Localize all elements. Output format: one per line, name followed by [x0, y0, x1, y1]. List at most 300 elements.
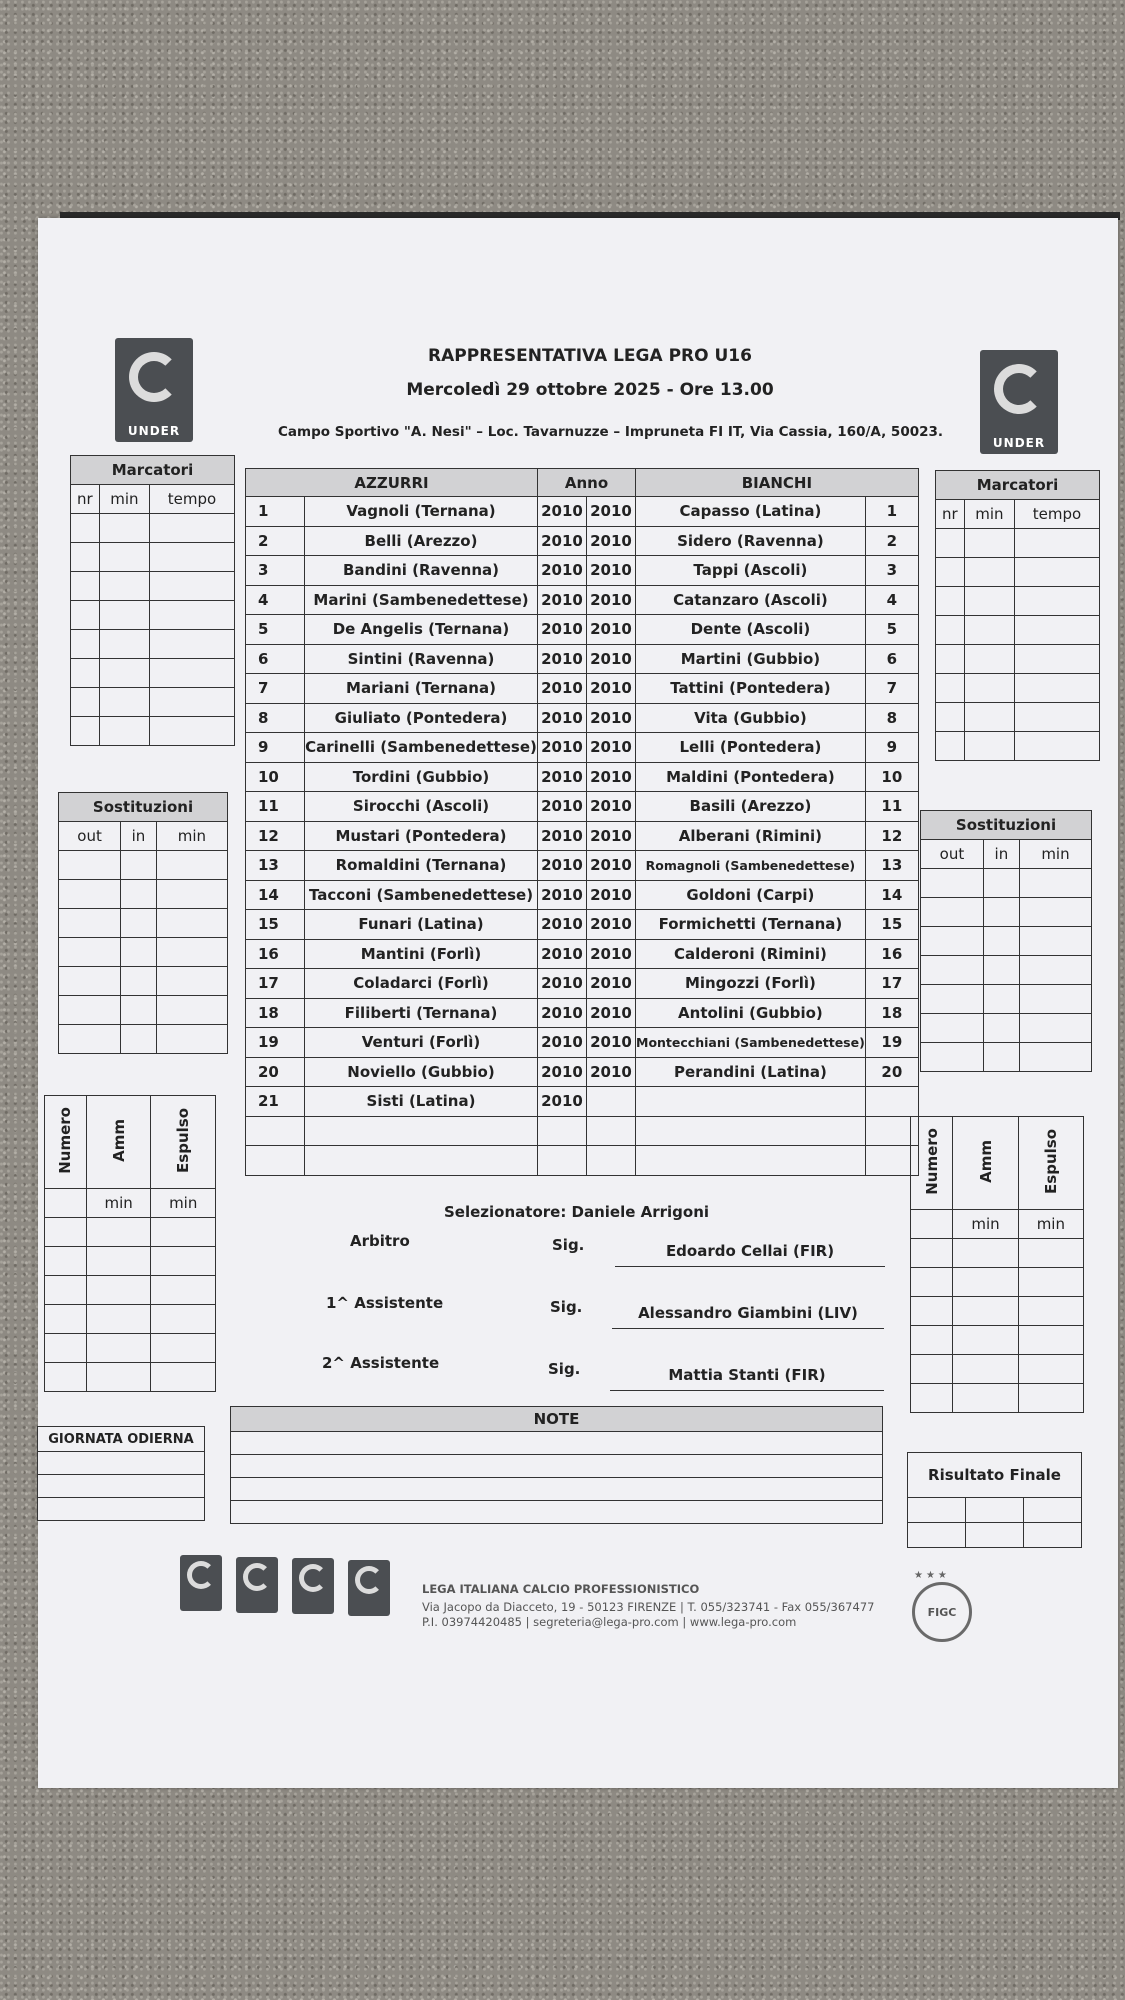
bianchi-number: 15	[865, 910, 918, 940]
bianchi-player: Tappi (Ascoli)	[636, 556, 866, 586]
blank-cell[interactable]	[1015, 529, 1100, 558]
bianchi-year: 2010	[587, 821, 636, 851]
blank-cell[interactable]	[1018, 1326, 1083, 1355]
blank-cell[interactable]	[1015, 732, 1100, 761]
blank-cell[interactable]	[71, 717, 100, 746]
risultato-cell[interactable]	[1023, 1523, 1081, 1548]
azzurri-player: Sisti (Latina)	[305, 1087, 538, 1117]
azzurri-player: Tacconi (Sambenedettese)	[305, 880, 538, 910]
blank-cell[interactable]	[936, 674, 965, 703]
blank-cell[interactable]	[151, 1247, 216, 1276]
blank-cell[interactable]	[964, 529, 1014, 558]
blank-cell[interactable]	[983, 1043, 1019, 1072]
blank-cell[interactable]	[156, 967, 227, 996]
blank-cell[interactable]	[911, 1268, 953, 1297]
bianchi-number: 20	[865, 1057, 918, 1087]
blank-cell[interactable]	[921, 869, 984, 898]
roster-row	[246, 1116, 919, 1146]
blank-cell[interactable]	[59, 1025, 121, 1054]
roster-table	[245, 468, 919, 1176]
blank-cell[interactable]	[71, 514, 100, 543]
bianchi-year	[587, 1087, 636, 1117]
blank-cell[interactable]	[150, 601, 235, 630]
blank-cell[interactable]	[86, 1305, 151, 1334]
blank-cell[interactable]	[1015, 558, 1100, 587]
azzurri-player: Noviello (Gubbio)	[305, 1057, 538, 1087]
bianchi-number: 16	[865, 939, 918, 969]
match-date: Mercoledì 29 ottobre 2025 - Ore 13.00	[406, 380, 774, 400]
azzurri-player	[305, 1116, 538, 1146]
blank-cell[interactable]	[86, 1247, 151, 1276]
tempo-header: tempo	[1015, 500, 1100, 529]
blank-cell[interactable]	[99, 572, 149, 601]
amm-min-header: min	[953, 1210, 1018, 1239]
blank-cell[interactable]	[151, 1218, 216, 1247]
azzurri-year: 2010	[538, 703, 587, 733]
blank-cell[interactable]	[121, 1025, 157, 1054]
blank-cell[interactable]	[1015, 703, 1100, 732]
azzurri-number	[246, 1146, 305, 1176]
ass2-sig: Sig.	[548, 1360, 581, 1378]
blank-cell[interactable]	[45, 1218, 87, 1247]
blank-cell[interactable]	[983, 927, 1019, 956]
roster-row	[246, 526, 919, 556]
blank-cell[interactable]	[1015, 674, 1100, 703]
bianchi-year: 2010	[587, 526, 636, 556]
col-anno: Anno	[538, 469, 636, 497]
bianchi-player: Tattini (Pontedera)	[636, 674, 866, 704]
blank-cell[interactable]	[911, 1384, 953, 1413]
arbitro-name: Edoardo Cellai (FIR)	[665, 1242, 835, 1260]
bianchi-player: Vita (Gubbio)	[636, 703, 866, 733]
roster-row	[246, 497, 919, 527]
blank-cell[interactable]	[59, 967, 121, 996]
azzurri-player: Tordini (Gubbio)	[305, 762, 538, 792]
arbitro-label: Arbitro	[350, 1232, 410, 1250]
blank-cell[interactable]	[99, 543, 149, 572]
azzurri-year: 2010	[538, 733, 587, 763]
blank-cell[interactable]	[1018, 1297, 1083, 1326]
bianchi-player: Martini (Gubbio)	[636, 644, 866, 674]
blank-cell[interactable]	[953, 1239, 1018, 1268]
bianchi-year: 2010	[587, 674, 636, 704]
blank-cell[interactable]	[156, 996, 227, 1025]
blank-cell[interactable]	[121, 909, 157, 938]
blank-cell[interactable]	[921, 927, 984, 956]
blank-cell[interactable]	[99, 659, 149, 688]
blank-cell[interactable]	[150, 514, 235, 543]
azzurri-number: 19	[246, 1028, 305, 1058]
sostituzioni-right	[920, 810, 1092, 1072]
blank-cell[interactable]	[1019, 869, 1091, 898]
blank-cell[interactable]	[911, 1355, 953, 1384]
col-azzurri: AZZURRI	[246, 469, 538, 497]
roster-row	[246, 615, 919, 645]
azzurri-number: 18	[246, 998, 305, 1028]
blank-cell[interactable]	[1019, 956, 1091, 985]
bianchi-player	[636, 1087, 866, 1117]
blank-cell[interactable]	[99, 514, 149, 543]
blank-cell[interactable]	[911, 1297, 953, 1326]
arbitro-sig: Sig.	[552, 1236, 585, 1254]
blank-cell[interactable]	[921, 1014, 984, 1043]
blank-cell[interactable]	[964, 645, 1014, 674]
giornata-header: GIORNATA ODIERNA	[38, 1427, 205, 1452]
bianchi-year: 2010	[587, 851, 636, 881]
blank-cell[interactable]	[86, 1276, 151, 1305]
bianchi-number: 14	[865, 880, 918, 910]
blank-cell[interactable]	[71, 688, 100, 717]
blank-cell[interactable]	[71, 543, 100, 572]
blank-cell[interactable]	[99, 601, 149, 630]
roster-row	[246, 969, 919, 999]
ass1-sig: Sig.	[550, 1298, 583, 1316]
azzurri-year: 2010	[538, 1028, 587, 1058]
giornata-line[interactable]	[38, 1452, 205, 1475]
blank-cell[interactable]	[59, 851, 121, 880]
note-header: NOTE	[231, 1407, 883, 1432]
blank-cell[interactable]	[59, 938, 121, 967]
roster-row	[246, 1146, 919, 1176]
blank-cell[interactable]	[964, 703, 1014, 732]
blank-cell[interactable]	[99, 717, 149, 746]
marcatori-header: Marcatori	[936, 471, 1100, 500]
blank-cell[interactable]	[121, 880, 157, 909]
bianchi-year: 2010	[587, 733, 636, 763]
blank-cell[interactable]	[921, 1043, 984, 1072]
serie-c-logo	[180, 1555, 222, 1611]
azzurri-number: 21	[246, 1087, 305, 1117]
bianchi-player: Goldoni (Carpi)	[636, 880, 866, 910]
blank-cell[interactable]	[921, 898, 984, 927]
azzurri-player: Mariani (Ternana)	[305, 674, 538, 704]
blank-cell[interactable]	[121, 967, 157, 996]
blank-cell[interactable]	[86, 1218, 151, 1247]
note-line[interactable]	[231, 1455, 883, 1478]
bianchi-number: 1	[865, 497, 918, 527]
ass1-name: Alessandro Giambini (LIV)	[638, 1304, 858, 1322]
azzurri-number: 5	[246, 615, 305, 645]
azzurri-player: Coladarci (Forlì)	[305, 969, 538, 999]
bianchi-year: 2010	[587, 939, 636, 969]
blank-cell[interactable]	[59, 909, 121, 938]
blank-cell[interactable]	[86, 1334, 151, 1363]
footer-org: LEGA ITALIANA CALCIO PROFESSIONISTICO	[422, 1582, 700, 1596]
bianchi-number: 10	[865, 762, 918, 792]
blank-cell[interactable]	[156, 880, 227, 909]
bianchi-year: 2010	[587, 969, 636, 999]
bianchi-year: 2010	[587, 556, 636, 586]
supercoppa-logo	[292, 1558, 334, 1614]
bianchi-year: 2010	[587, 644, 636, 674]
azzurri-year: 2010	[538, 792, 587, 822]
blank-cell[interactable]	[1019, 898, 1091, 927]
azzurri-number: 3	[246, 556, 305, 586]
bianchi-year	[587, 1116, 636, 1146]
blank-cell[interactable]	[1015, 587, 1100, 616]
blank-cell[interactable]	[936, 732, 965, 761]
blank-cell[interactable]	[1018, 1384, 1083, 1413]
selezionatore: Selezionatore: Daniele Arrigoni	[444, 1203, 710, 1221]
risultato-cell[interactable]	[908, 1523, 966, 1548]
espulso-header: Espulso	[151, 1096, 216, 1189]
blank-cell[interactable]	[953, 1268, 1018, 1297]
azzurri-player: Marini (Sambenedettese)	[305, 585, 538, 615]
blank-cell[interactable]	[983, 956, 1019, 985]
blank-cell[interactable]	[45, 1276, 87, 1305]
roster-row	[246, 910, 919, 940]
bianchi-player: Montecchiani (Sambenedettese)	[636, 1028, 866, 1058]
blank-cell[interactable]	[911, 1239, 953, 1268]
blank-cell[interactable]	[921, 956, 984, 985]
bianchi-number: 11	[865, 792, 918, 822]
bianchi-year: 2010	[587, 1028, 636, 1058]
c-logo-icon	[129, 352, 179, 402]
bianchi-number: 17	[865, 969, 918, 999]
azzurri-player: Belli (Arezzo)	[305, 526, 538, 556]
in-header: in	[121, 822, 157, 851]
blank-cell[interactable]	[150, 543, 235, 572]
blank-cell[interactable]	[936, 587, 965, 616]
espulso-header: Espulso	[1018, 1117, 1083, 1210]
in-header: in	[983, 840, 1019, 869]
ass2-name: Mattia Stanti (FIR)	[668, 1366, 826, 1384]
azzurri-number	[246, 1116, 305, 1146]
bianchi-year: 2010	[587, 762, 636, 792]
roster-row	[246, 939, 919, 969]
blank-cell[interactable]	[1018, 1268, 1083, 1297]
azzurri-player: Giuliato (Pontedera)	[305, 703, 538, 733]
blank-cell[interactable]	[983, 985, 1019, 1014]
bianchi-year	[587, 1146, 636, 1176]
risultato-finale	[907, 1452, 1082, 1548]
col-bianchi: BIANCHI	[636, 469, 919, 497]
bianchi-number: 2	[865, 526, 918, 556]
blank-cell[interactable]	[151, 1363, 216, 1392]
c-logo-icon	[994, 364, 1044, 414]
giornata-line[interactable]	[38, 1475, 205, 1498]
blank-cell[interactable]	[150, 717, 235, 746]
blank-cell[interactable]	[936, 645, 965, 674]
bianchi-year: 2010	[587, 998, 636, 1028]
ass2-line	[610, 1390, 884, 1391]
blank-cell[interactable]	[983, 869, 1019, 898]
blank-cell[interactable]	[983, 898, 1019, 927]
blank-cell[interactable]	[1019, 1043, 1091, 1072]
stars-icon: ★★★	[914, 1570, 950, 1581]
azzurri-number: 8	[246, 703, 305, 733]
blank-cell[interactable]	[1015, 616, 1100, 645]
blank-cell[interactable]	[953, 1297, 1018, 1326]
azzurri-number: 13	[246, 851, 305, 881]
lega-pro-logo-left	[115, 338, 193, 442]
blank-cell[interactable]	[151, 1334, 216, 1363]
blank-cell[interactable]	[964, 587, 1014, 616]
blank-cell[interactable]	[1019, 927, 1091, 956]
note-line[interactable]	[231, 1501, 883, 1524]
azzurri-player: Romaldini (Ternana)	[305, 851, 538, 881]
blank-cell[interactable]	[71, 572, 100, 601]
blank-cell[interactable]	[150, 630, 235, 659]
ass2-label: 2^ Assistente	[322, 1354, 440, 1372]
blank-cell[interactable]	[911, 1326, 953, 1355]
azzurri-number: 2	[246, 526, 305, 556]
blank-cell[interactable]	[45, 1247, 87, 1276]
blank-cell[interactable]	[150, 572, 235, 601]
bianchi-year: 2010	[587, 880, 636, 910]
espulso-min-header: min	[151, 1189, 216, 1218]
blank-cell[interactable]	[964, 674, 1014, 703]
bianchi-player	[636, 1146, 866, 1176]
arbitro-line	[615, 1266, 885, 1267]
giornata-line[interactable]	[38, 1498, 205, 1521]
note-line[interactable]	[231, 1432, 883, 1455]
blank-cell[interactable]	[936, 703, 965, 732]
risultato-cell[interactable]	[1023, 1498, 1081, 1523]
logo-label: UNDER	[127, 424, 181, 438]
footer-address: Via Jacopo da Diacceto, 19 - 50123 FIRENZE | T. 055/323741 - Fax 055/367477	[422, 1600, 875, 1614]
azzurri-number: 20	[246, 1057, 305, 1087]
roster-row	[246, 1057, 919, 1087]
azzurri-number: 11	[246, 792, 305, 822]
min-header: min	[99, 485, 149, 514]
bianchi-player: Romagnoli (Sambenedettese)	[636, 851, 866, 881]
blank-cell[interactable]	[121, 938, 157, 967]
min-header: min	[1019, 840, 1091, 869]
note-line[interactable]	[231, 1478, 883, 1501]
blank-cell[interactable]	[983, 1014, 1019, 1043]
roster-row	[246, 762, 919, 792]
roster-row	[246, 703, 919, 733]
out-header: out	[921, 840, 984, 869]
bianchi-player: Calderoni (Rimini)	[636, 939, 866, 969]
risultato-header: Risultato Finale	[908, 1453, 1082, 1498]
blank-cell[interactable]	[151, 1305, 216, 1334]
blank-cell[interactable]	[99, 630, 149, 659]
blank-cell[interactable]	[45, 1305, 87, 1334]
blank-cell[interactable]	[150, 659, 235, 688]
azzurri-year	[538, 1146, 587, 1176]
blank-cell[interactable]	[45, 1334, 87, 1363]
blank-cell[interactable]	[964, 616, 1014, 645]
blank-cell[interactable]	[121, 851, 157, 880]
azzurri-player: Funari (Latina)	[305, 910, 538, 940]
bianchi-player: Lelli (Pontedera)	[636, 733, 866, 763]
risultato-cell[interactable]	[965, 1498, 1023, 1523]
blank-cell[interactable]	[86, 1363, 151, 1392]
bianchi-player: Catanzaro (Ascoli)	[636, 585, 866, 615]
blank-cell[interactable]	[964, 732, 1014, 761]
min-header: min	[156, 822, 227, 851]
bianchi-player: Alberani (Rimini)	[636, 821, 866, 851]
nr-header: nr	[71, 485, 100, 514]
blank-cell[interactable]	[150, 688, 235, 717]
roster-row	[246, 821, 919, 851]
blank-cell[interactable]	[156, 909, 227, 938]
bianchi-number: 5	[865, 615, 918, 645]
azzurri-year	[538, 1116, 587, 1146]
blank-cell[interactable]	[964, 558, 1014, 587]
bianchi-year: 2010	[587, 910, 636, 940]
ass1-label: 1^ Assistente	[326, 1294, 444, 1312]
coppa-italia-logo	[236, 1557, 278, 1613]
azzurri-year: 2010	[538, 1057, 587, 1087]
risultato-cell[interactable]	[908, 1498, 966, 1523]
blank-cell[interactable]	[953, 1326, 1018, 1355]
azzurri-player: Mantini (Forlì)	[305, 939, 538, 969]
roster-row	[246, 733, 919, 763]
figc-logo: FIGC	[912, 1582, 972, 1642]
bianchi-number	[865, 1087, 918, 1117]
blank-cell[interactable]	[45, 1363, 87, 1392]
azzurri-year: 2010	[538, 821, 587, 851]
blank-cell[interactable]	[156, 851, 227, 880]
blank-cell[interactable]	[936, 616, 965, 645]
blank-cell[interactable]	[936, 558, 965, 587]
azzurri-player: Vagnoli (Ternana)	[305, 497, 538, 527]
blank-cell[interactable]	[1018, 1239, 1083, 1268]
blank-cell[interactable]	[121, 996, 157, 1025]
primavera-logo	[348, 1560, 390, 1616]
azzurri-player: De Angelis (Ternana)	[305, 615, 538, 645]
bianchi-number: 6	[865, 644, 918, 674]
out-header: out	[59, 822, 121, 851]
azzurri-number: 9	[246, 733, 305, 763]
azzurri-number: 1	[246, 497, 305, 527]
bianchi-player: Formichetti (Ternana)	[636, 910, 866, 940]
azzurri-number: 10	[246, 762, 305, 792]
risultato-cell[interactable]	[965, 1523, 1023, 1548]
blank-cell[interactable]	[99, 688, 149, 717]
note-box	[230, 1406, 883, 1524]
blank-cell[interactable]	[953, 1384, 1018, 1413]
blank-cell[interactable]	[936, 529, 965, 558]
sheet-title: RAPPRESENTATIVA LEGA PRO U16	[428, 346, 752, 366]
blank-cell[interactable]	[151, 1276, 216, 1305]
blank-cell[interactable]	[953, 1355, 1018, 1384]
blank-cell[interactable]	[71, 601, 100, 630]
blank-cell[interactable]	[1019, 1014, 1091, 1043]
blank-cell[interactable]	[921, 985, 984, 1014]
azzurri-year: 2010	[538, 939, 587, 969]
ass1-line	[612, 1328, 884, 1329]
bianchi-player: Perandini (Latina)	[636, 1057, 866, 1087]
blank-cell[interactable]	[1015, 645, 1100, 674]
azzurri-number: 7	[246, 674, 305, 704]
azzurri-number: 17	[246, 969, 305, 999]
azzurri-year: 2010	[538, 497, 587, 527]
marcatori-header: Marcatori	[71, 456, 235, 485]
bianchi-number: 9	[865, 733, 918, 763]
blank-cell[interactable]	[59, 880, 121, 909]
amm-header: Amm	[86, 1096, 151, 1189]
azzurri-year: 2010	[538, 526, 587, 556]
bianchi-number: 13	[865, 851, 918, 881]
roster-row	[246, 880, 919, 910]
blank-cell[interactable]	[1019, 985, 1091, 1014]
blank-cell[interactable]	[156, 938, 227, 967]
blank-cell[interactable]	[71, 659, 100, 688]
azzurri-year: 2010	[538, 615, 587, 645]
cards-left	[44, 1095, 216, 1392]
nr-header: nr	[936, 500, 965, 529]
blank-cell[interactable]	[156, 1025, 227, 1054]
blank-cell[interactable]	[1018, 1355, 1083, 1384]
footer-contacts: P.I. 03974420485 | segreteria@lega-pro.com | www.lega-pro.com	[422, 1615, 797, 1629]
azzurri-year: 2010	[538, 644, 587, 674]
blank-cell[interactable]	[71, 630, 100, 659]
blank-cell[interactable]	[59, 996, 121, 1025]
